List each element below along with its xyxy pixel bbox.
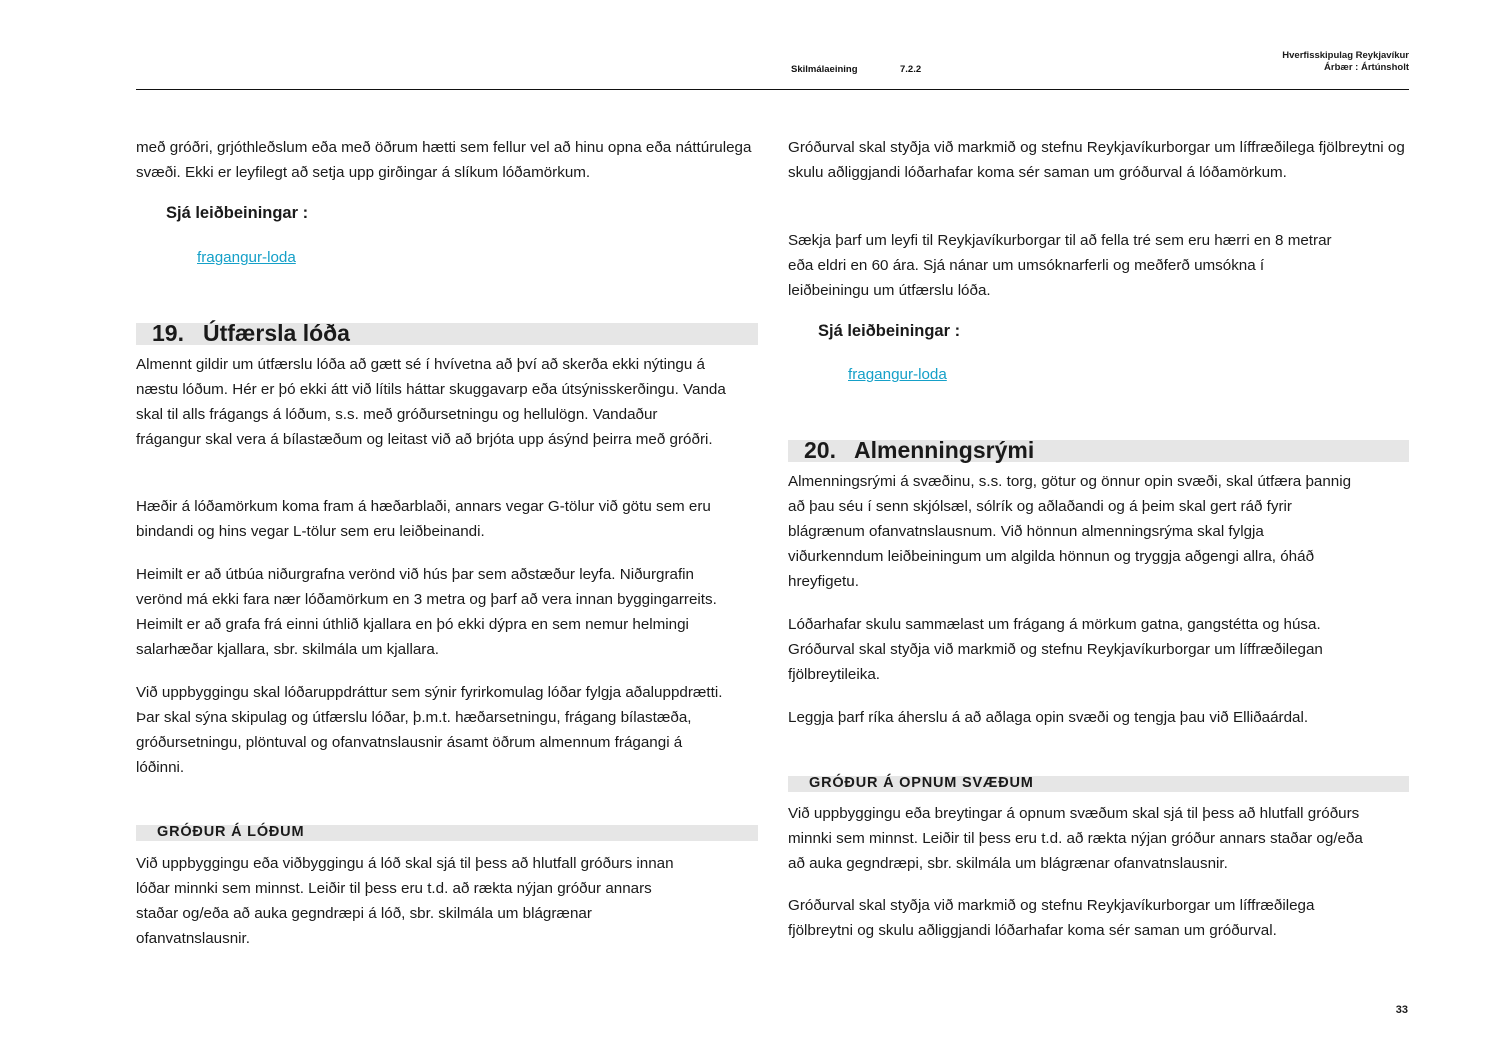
right-see-guidelines-label: Sjá leiðbeiningar : xyxy=(818,322,961,340)
doc-subtitle: Árbær : Ártúnsholt xyxy=(1324,62,1409,73)
section-19-number: 19. xyxy=(152,320,184,346)
unit-number: 7.2.2 xyxy=(900,64,922,75)
left-intro-paragraph: með gróðri, grjóthleðslum eða með öðrum hætti sem fellur vel að hinu opna eða náttúrulega svæði. Ekki er leyfilegt að setja upp girðingar á slíkum lóðamörkum. xyxy=(136,139,752,181)
grodur-lodum-paragraph: Við uppbyggingu eða viðbyggingu á lóð skal sjá til þess að hlutfall gróðurs innan lóðar minnki sem minnst. Leiðir til þess eru t.d. að rækta nýjan gróður annars staðar og/eða að auka gegndræpi á lóð, sbr. skilmála um blágrænar ofanvatnslausnir. xyxy=(136,855,674,947)
section-20-number: 20. xyxy=(804,437,836,463)
right-paragraph-2: Sækja þarf um leyfi til Reykjavíkurborgar til að fella tré sem eru hærri en 8 metrar eða eldri en 60 ára. Sjá nánar um umsóknarferli og meðferð umsókna í leiðbeiningu um útfærslu lóða. xyxy=(788,232,1332,299)
left-guideline-link[interactable]: fragangur-loda xyxy=(197,249,296,266)
doc-title: Hverfisskipulag Reykjavíkur xyxy=(1282,50,1409,61)
section-20-paragraph-2: Lóðarhafar skulu sammælast um frágang á mörkum gatna, gangstétta og húsa. Gróðurval skal styðja við markmið og stefnu Reykjavíkurborgar um líffræðilegan fjölbreytileika. xyxy=(788,616,1323,683)
section-20-title: Almenningsrými xyxy=(854,437,1035,463)
right-guideline-link[interactable]: fragangur-loda xyxy=(848,366,947,383)
subheading-grodur-a-lodum xyxy=(136,825,758,841)
section-19-heading xyxy=(136,320,758,346)
subheading-grodur-opnum-svaedum xyxy=(788,776,1409,792)
page-number: 33 xyxy=(1395,1004,1408,1016)
section-19-title: Útfærsla lóða xyxy=(203,320,350,346)
section-19-paragraph-4: Við uppbyggingu skal lóðaruppdráttur sem sýnir fyrirkomulag lóðar fylgja aðaluppdrætti. Þar skal sýna skipulag og útfærslu lóðar, þ.m.t. hæðarsetningu, frágang bílastæða, gróðursetningu, plöntuval og ofanvatnslausnir ásamt öðrum almennum frágangi á lóðinni. xyxy=(136,684,723,776)
grodur-opnum-paragraph-2: Gróðurval skal styðja við markmið og stefnu Reykjavíkurborgar um líffræðilega fjölbreytni og skulu aðliggjandi lóðarhafar koma sér saman um gróðurval. xyxy=(788,897,1315,939)
section-19-paragraph-2: Hæðir á lóðamörkum koma fram á hæðarblaði, annars vegar G-tölur við götu sem eru bindandi og hins vegar L-tölur sem eru leiðbeinandi. xyxy=(136,498,711,540)
section-19-paragraph-1: Almennt gildir um útfærslu lóða að gætt sé í hvívetna að því að skerða ekki nýtingu á næstu lóðum. Hér er þó ekki átt við lítils háttar skuggavarp eða útsýnisskerðingu. Vanda skal til alls frágangs á lóðum, s.s. með gróðursetningu og hellulögn. Vandaður frágangur skal vera á bílastæðum og leitast við að brjóta upp ásýnd þeirra með gróðri. xyxy=(136,356,726,448)
left-see-guidelines-label: Sjá leiðbeiningar : xyxy=(166,204,309,222)
section-20-paragraph-1: Almenningsrými á svæðinu, s.s. torg, götur og önnur opin svæði, skal útfæra þannig að þau séu í senn skjólsæl, sólrík og aðlaðandi og á þeim skal gert ráð fyrir blágrænum ofanvatnslausnum. Við hönnun almenningsrýma skal fylgja viðurkenndum leiðbeiningum um algilda hönnun og tryggja aðgengi allra, óháð hreyfigetu. xyxy=(788,473,1352,590)
subheading-text: GRÓÐUR Á LÓÐUM xyxy=(157,824,305,840)
grodur-opnum-paragraph-1: Við uppbyggingu eða breytingar á opnum svæðum skal sjá til þess að hlutfall gróðurs minnki sem minnst. Leiðir til þess eru t.d. að rækta nýjan gróður annars staðar og/eða að auka gegndræpi, sbr. skilmála um blágrænar ofanvatnslausnir. xyxy=(788,805,1363,872)
right-paragraph-1: Gróðurval skal styðja við markmið og stefnu Reykjavíkurborgar um líffræðilega fjölbreytni og skulu aðliggjandi lóðarhafar koma sér saman um gróðurval á lóðamörkum. xyxy=(788,139,1405,181)
header-rule xyxy=(136,89,1409,90)
doc-header xyxy=(1282,50,1409,74)
section-20-paragraph-3: Leggja þarf ríka áherslu á að aðlaga opin svæði og tengja þau við Elliðaárdal. xyxy=(788,709,1309,726)
unit-label: Skilmálaeining xyxy=(791,64,858,75)
subheading-text: GRÓÐUR Á OPNUM SVÆÐUM xyxy=(809,775,1034,791)
section-19-paragraph-3: Heimilt er að útbúa niðurgrafna verönd við hús þar sem aðstæður leyfa. Niðurgrafin verönd má ekki fara nær lóðamörkum en 3 metra og þarf að vera innan byggingarreits. Heimilt er að grafa frá einni úthlið kjallara en þó ekki dýpra en sem nemur helmingi salarhæðar kjallara, sbr. skilmála um kjallara. xyxy=(136,566,717,658)
section-20-heading xyxy=(788,437,1409,463)
